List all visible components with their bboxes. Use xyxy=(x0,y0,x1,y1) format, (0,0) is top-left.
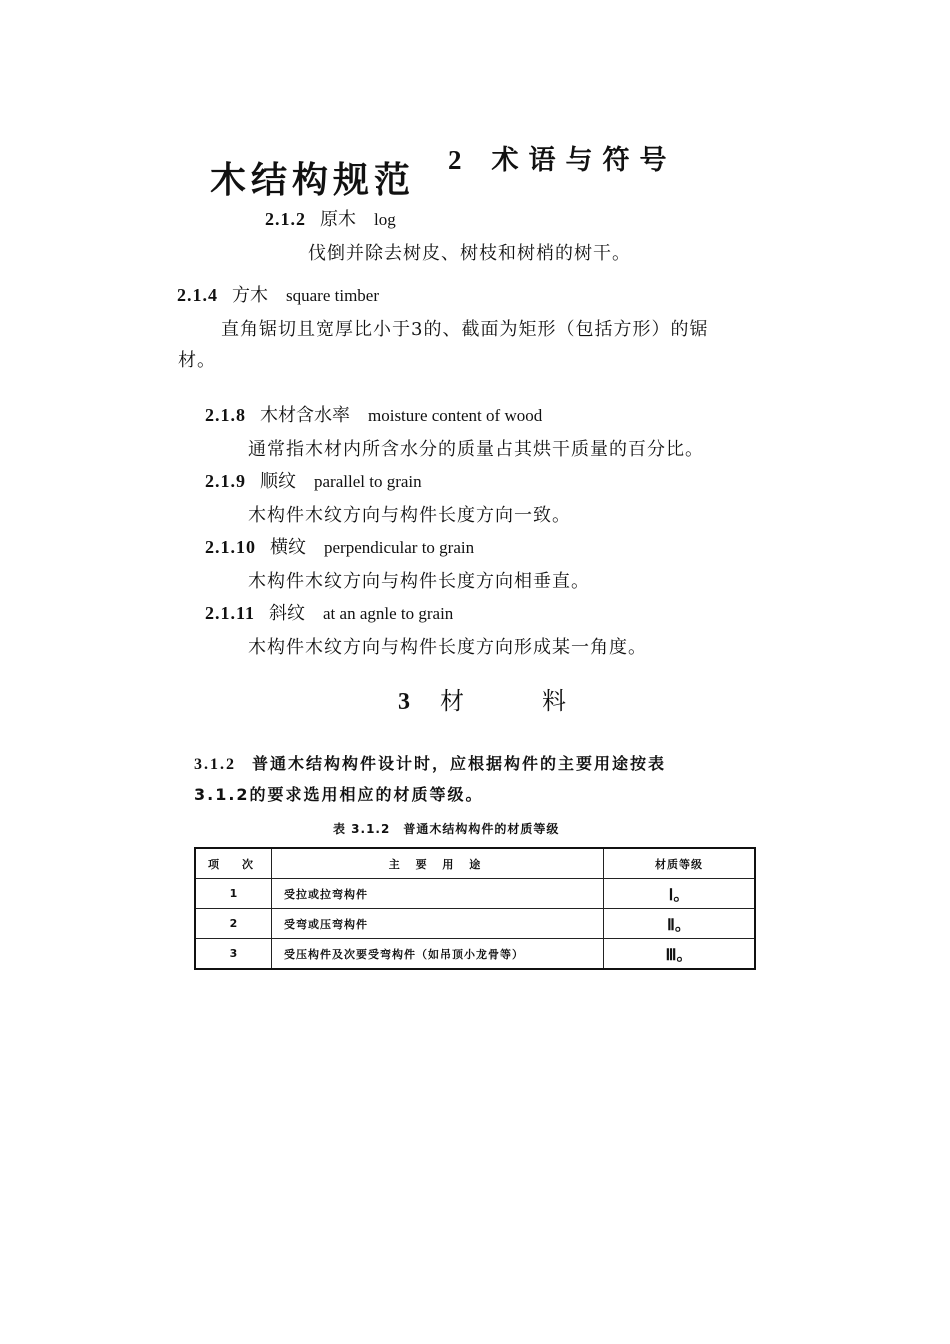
term-heading xyxy=(265,205,396,231)
material-grade-table xyxy=(194,847,756,970)
term-cn: 横纹 xyxy=(270,537,306,558)
term-heading xyxy=(177,281,379,307)
chapter-title: 材 料 xyxy=(440,687,576,715)
term-cn: 木材含水率 xyxy=(260,405,350,426)
header-grade: 材质等级 xyxy=(604,848,756,879)
term-en: square timber xyxy=(286,286,379,305)
chapter-3-heading xyxy=(398,681,576,716)
term-definition: 通常指木材内所含水分的质量占其烘干质量的百分比。 xyxy=(248,439,704,460)
chapter-title: 术语与符号 xyxy=(491,145,677,176)
term-cn: 斜纹 xyxy=(269,603,306,624)
row-index: 2 xyxy=(195,909,272,939)
term-heading xyxy=(205,599,453,625)
row-index: 3 xyxy=(195,939,272,970)
row-index: 1 xyxy=(195,879,272,909)
chapter-number: 2 xyxy=(448,145,472,175)
row-usage: 受拉或拉弯构件 xyxy=(272,879,604,909)
term-number: 2.1.10 xyxy=(205,537,256,557)
term-definition: 木构件木纹方向与构件长度方向一致。 xyxy=(248,505,571,526)
term-definition: 直角锯切且宽厚比小于3的、截面为矩形（包括方形）的锯 xyxy=(221,319,709,340)
term-heading xyxy=(205,401,542,427)
term-en: at an agnle to grain xyxy=(323,604,454,623)
clause-number: 3.1.2 xyxy=(194,756,236,773)
term-en: moisture content of wood xyxy=(368,406,543,425)
term-number: 2.1.4 xyxy=(177,285,218,305)
term-en: parallel to grain xyxy=(314,472,422,491)
chapter-2-heading xyxy=(448,138,677,177)
term-definition-continued: 材。 xyxy=(178,350,216,371)
table-caption: 表 3.1.2 普通木结构构件的材质等级 xyxy=(333,822,560,836)
term-definition: 木构件木纹方向与构件长度方向相垂直。 xyxy=(248,571,590,592)
term-number: 2.1.2 xyxy=(265,209,306,229)
term-number: 2.1.9 xyxy=(205,471,246,491)
row-grade: Ⅰ。 xyxy=(604,879,756,909)
table-row xyxy=(195,879,755,909)
header-index: 项 次 xyxy=(195,848,272,879)
header-usage: 主 要 用 途 xyxy=(272,848,604,879)
term-en: perpendicular to grain xyxy=(324,538,475,557)
row-grade: Ⅲ。 xyxy=(604,939,756,970)
row-usage: 受弯或压弯构件 xyxy=(272,909,604,939)
term-definition: 伐倒并除去树皮、树枝和树梢的树干。 xyxy=(308,243,631,264)
row-usage: 受压构件及次要受弯构件（如吊顶小龙骨等） xyxy=(272,939,604,970)
term-heading xyxy=(205,467,422,493)
table-row xyxy=(195,939,755,970)
table-row xyxy=(195,909,755,939)
term-number: 2.1.11 xyxy=(205,603,256,623)
document-title: 木结构规范 xyxy=(210,160,416,201)
chapter-number: 3 xyxy=(398,689,420,715)
term-heading xyxy=(205,533,474,559)
table-header-row xyxy=(195,848,755,879)
row-grade: Ⅱ。 xyxy=(604,909,756,939)
term-cn: 顺纹 xyxy=(260,471,296,492)
term-cn: 方木 xyxy=(232,285,268,306)
term-cn: 原木 xyxy=(320,209,356,230)
clause-paragraph xyxy=(194,751,666,774)
term-definition: 木构件木纹方向与构件长度方向形成某一角度。 xyxy=(248,637,647,658)
term-number: 2.1.8 xyxy=(205,405,246,425)
clause-text: 普通木结构构件设计时，应根据构件的主要用途按表 xyxy=(252,754,667,773)
term-en: log xyxy=(374,210,396,229)
clause-text-continued: 3.1.2的要求选用相应的材质等级。 xyxy=(194,785,484,804)
